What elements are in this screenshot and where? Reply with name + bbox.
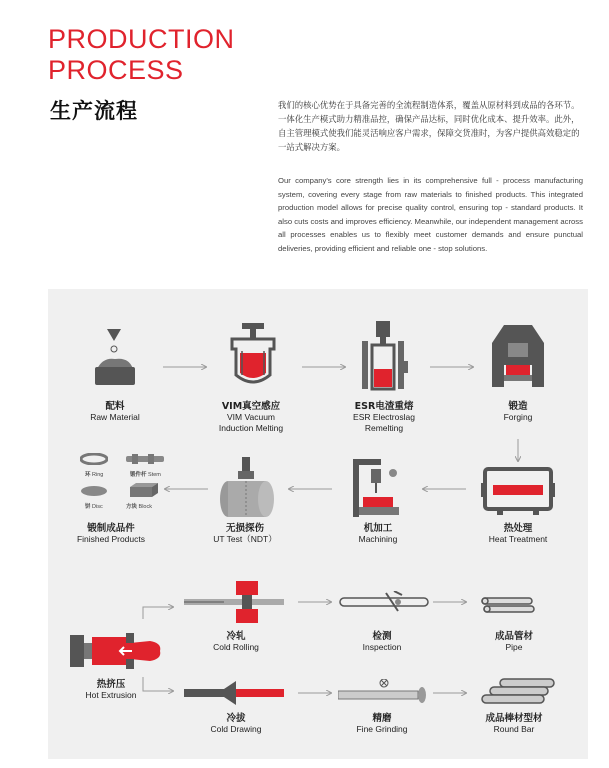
machining-icon xyxy=(353,459,403,521)
esr-remelting-icon xyxy=(360,321,408,391)
step-vim: VIM真空感应 VIM Vacuum Induction Melting xyxy=(218,401,284,433)
round-bar-icon xyxy=(480,677,558,705)
step-finished-products: 锻制成品件 Finished Products xyxy=(76,523,146,544)
ut-test-icon xyxy=(218,457,274,517)
stem-icon xyxy=(126,454,164,464)
forging-press-icon xyxy=(492,325,544,387)
step-raw-material: 配料 Raw Material xyxy=(90,401,140,422)
step-inspection: 检测 Inspection xyxy=(362,631,402,652)
step-heat-treatment: 热处理 Heat Treatment xyxy=(488,523,548,544)
step-esr: ESR电渣重熔 ESR Electroslag Remelting xyxy=(353,401,415,433)
step-cold-rolling: 冷轧 Cold Rolling xyxy=(213,631,259,652)
step-cold-drawing: 冷拔 Cold Drawing xyxy=(210,713,262,734)
heat-treatment-icon xyxy=(481,465,555,517)
cold-drawing-icon xyxy=(184,681,288,705)
pipe-icon xyxy=(480,595,536,615)
intro-text-en: Our company's core strength lies in its comprehensive full - process manufacturing system, covering every stage from raw materials to finished products. This integrated production model allows for precise quality control, ensuring top - standard products. It also cuts costs and improves efficiency. Meanwhile, our independent management across all processes enables us to flexibly meet customer demands and ensure punctual deliveries, providing efficient and reliable one - stop solutions. xyxy=(278,176,583,253)
process-panel xyxy=(48,289,588,759)
ring-label: 环 Ring xyxy=(85,472,104,478)
step-machining: 机加工 Machining xyxy=(358,523,398,544)
ring-icon xyxy=(80,453,108,465)
page-title-cn: 生产流程 xyxy=(50,100,138,123)
step-fine-grinding: 精磨 Fine Grinding xyxy=(356,713,408,734)
page-title xyxy=(48,24,235,86)
title-line-2: PROCESS xyxy=(48,55,184,85)
raw-material-icon xyxy=(93,329,137,389)
disc-icon xyxy=(80,485,108,497)
disc-label: 饼 Disc xyxy=(85,504,103,510)
inspection-icon xyxy=(338,591,430,613)
arrow-ext-rolling xyxy=(143,607,173,619)
intro-text-cn: 我们的核心优势在于具备完善的全流程制造体系，覆盖从原材料到成品的各环节。一体化生产模式助力精准品控，确保产品达标，同时优化成本、提升效率。此外，自主管理模式使我们能灵活响应客户需求，保障交货准时，为客户提供高效稳定的一站式解决方案。 xyxy=(278,100,580,152)
fine-grinding-icon xyxy=(338,679,430,703)
step-ut-test: 无损探伤 UT Test（NDT） xyxy=(213,523,277,544)
step-forging: 锻造 Forging xyxy=(503,401,533,422)
step-hot-extrusion: 热挤压 Hot Extrusion xyxy=(85,679,137,700)
block-label: 方块 Block xyxy=(126,504,152,510)
cold-rolling-icon xyxy=(184,581,288,625)
hot-extrusion-icon xyxy=(70,629,166,673)
block-icon xyxy=(130,483,158,497)
step-pipe: 成品管材 Pipe xyxy=(494,631,533,652)
stem-label: 锻件杆 Stem xyxy=(130,472,161,478)
step-round-bar: 成品棒材型材 Round Bar xyxy=(485,713,543,734)
vim-furnace-icon xyxy=(228,323,278,389)
title-line-1: PRODUCTION xyxy=(48,24,235,54)
